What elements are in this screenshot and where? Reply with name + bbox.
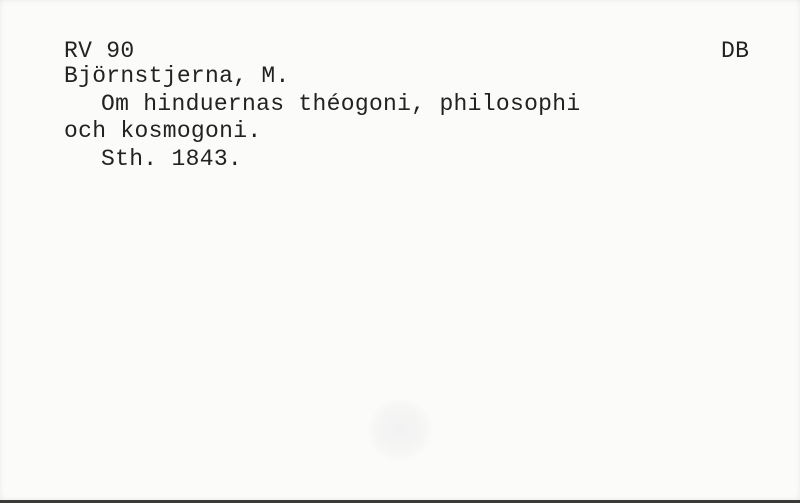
punch-hole bbox=[368, 398, 432, 462]
title-line-2: och kosmogoni. bbox=[64, 118, 262, 144]
imprint: Sth. 1843. bbox=[101, 146, 243, 172]
location-code: DB bbox=[721, 38, 750, 64]
call-number: RV 90 bbox=[64, 38, 135, 64]
title-line-1: Om hinduernas théogoni, philosophi bbox=[101, 91, 581, 117]
author-heading: Björnstjerna, M. bbox=[64, 63, 290, 89]
